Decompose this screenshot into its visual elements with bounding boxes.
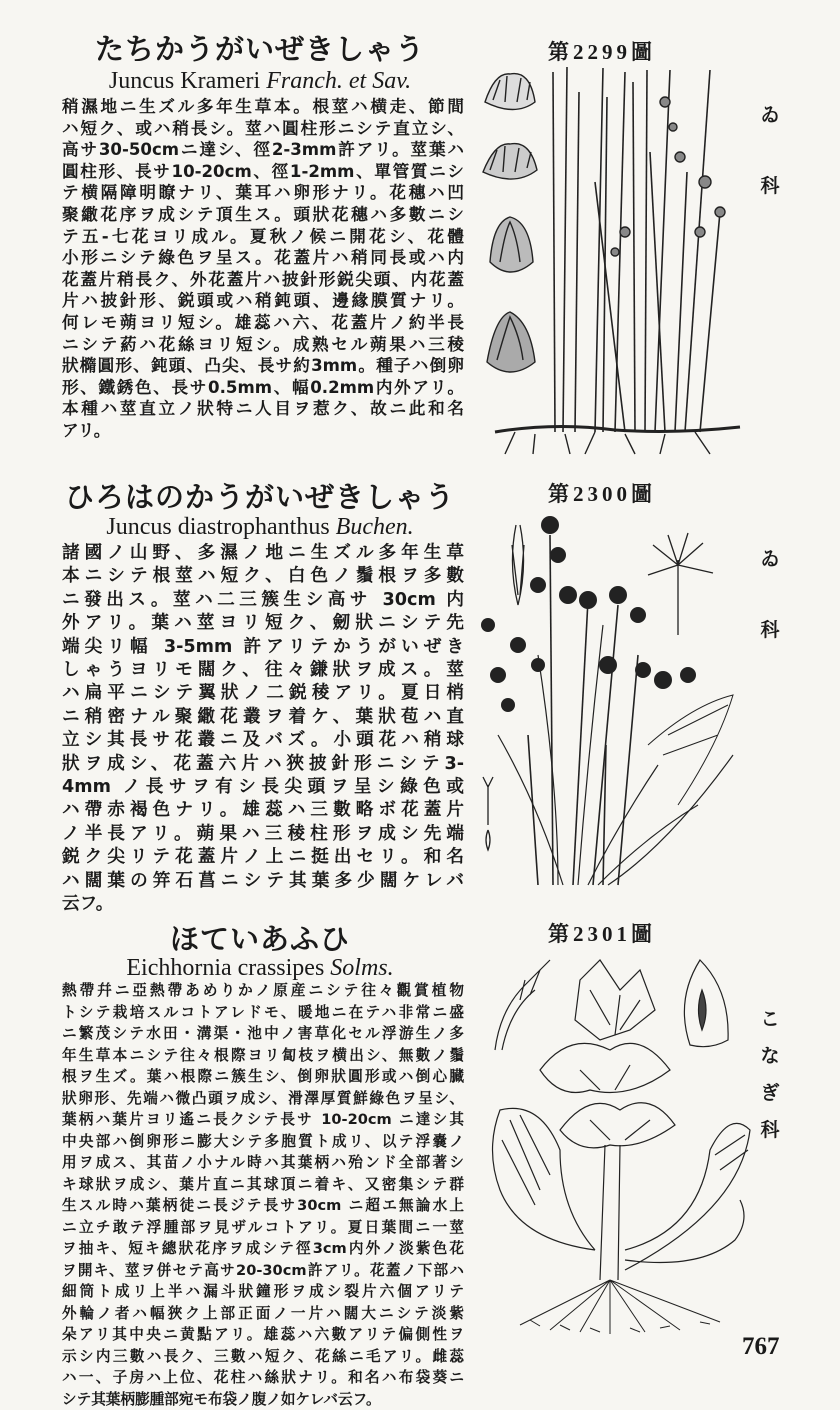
description-line: 外輪ノ者ハ幅狹ク上部正面ノ一片ハ闊大ニシテ淡紫 (62, 1303, 464, 1325)
description-line: 花蓋片稍長ク、外花蓋片ハ披針形鋭尖頭、内花蓋 (62, 269, 464, 291)
description (62, 96, 464, 442)
description-line: トシテ栽培スルコトアレドモ、暖地ニ在テハ非常ニ盛 (62, 1002, 464, 1024)
description-line: 本種ハ莖直立ノ狀特ニ人目ヲ惹ク、故ニ此和名 (62, 398, 464, 420)
latin-author: Franch. et Sav. (266, 68, 411, 94)
latin-binomial: Eichhornia crassipes (126, 955, 324, 981)
description-line: 何レモ蒴ヨリ短シ。雄蕊ハ六、花蓋片ノ約半長 (62, 312, 464, 334)
description-line: 諸國ノ山野、多濕ノ地ニ生ズル多年生草 (62, 542, 464, 565)
description-line: 用ヲ成ス、其苗ノ小ナル時ハ其葉柄ハ殆ンド全部著シ (62, 1152, 464, 1174)
japanese-name: ひろはのかうがいぜきしゃう (0, 480, 520, 514)
description-line: 4mm ノ長サヲ有シ長尖頭ヲ呈シ綠色或 (62, 776, 464, 799)
japanese-name: たちかうがいぜきしゃう (0, 32, 520, 66)
latin-binomial: Juncus Krameri (109, 68, 260, 94)
figure-label: 第2300圖 (548, 478, 656, 508)
latin-name (0, 514, 520, 540)
description-line: 云フ。 (62, 893, 464, 916)
description-line: 根ヲ生ズ。葉ハ根際ニ簇生シ、倒卵狀圓形或ハ倒心臓 (62, 1066, 464, 1088)
latin-binomial: Juncus diastrophanthus (106, 514, 329, 540)
latin-name (0, 68, 520, 94)
family-label: こ な ぎ 科 (752, 1004, 788, 1142)
family-label: ゐ 科 (752, 100, 788, 198)
description-line: 小形ニシテ綠色ヲ呈ス。花蓋片ハ稍同長或ハ内 (62, 247, 464, 269)
description-line: ノ半長アリ。蒴果ハ三稜柱形ヲ成シ先端 (62, 823, 464, 846)
description (62, 980, 464, 1410)
flower-detail-icon (483, 74, 537, 372)
description-line: ハ一、子房ハ上位、花柱ハ絲狀ナリ。和名ハ布袋葵ニ (62, 1367, 464, 1389)
illustration-juncus-krameri (475, 62, 750, 457)
description-line: シテ其葉柄膨腫部宛モ布袋ノ腹ノ如ケレバ云フ。 (62, 1389, 464, 1410)
description-line: 生スル時ハ葉柄徒ニ長ジテ長サ30cm ニ超エ無論水上 (62, 1195, 464, 1217)
description-line: キ球狀ヲ成シ、葉片直ニ其球頂ニ着キ、又密集シテ群 (62, 1174, 464, 1196)
description-line: テ横隔障明瞭ナリ、葉耳ハ卵形ナリ。花穗ハ凹 (62, 182, 464, 204)
description-line: 年生草本ニシテ往々根際ヨリ匐枝ヲ横出シ、無數ノ鬚 (62, 1045, 464, 1067)
page-number: 767 (742, 1333, 780, 1361)
description-line: ニ發出ス。莖ハ二三簇生シ高サ 30cm 内 (62, 589, 464, 612)
illustration-eichhornia-crassipes (480, 950, 755, 1335)
description-line: ハ闊葉の笄石菖ニシテ其葉多少闊ケレバ (62, 870, 464, 893)
family-label: ゐ 科 (752, 544, 788, 642)
description-line: 端尖リ幅 3-5mm 許アリテかうがいぜき (62, 636, 464, 659)
description-line: 圓柱形、長サ10-20cm、徑1-2mm、單管質ニシ (62, 161, 464, 183)
description-line: 狀橢圓形、鈍頭、凸尖、長サ約3mm。種子ハ倒卵 (62, 355, 464, 377)
description-line: 片ハ披針形、鋭頭或ハ稍鈍頭、邊緣膜質ナリ。 (62, 290, 464, 312)
description-line: ニシテ葯ハ花絲ヨリ短シ。成熟セル蒴果ハ三稜 (62, 334, 464, 356)
description-line: ニ稍密ナル聚繖花叢ヲ着ケ、葉狀苞ハ直 (62, 706, 464, 729)
description-line: ヲ開キ、莖ヲ併セテ高サ20-30cm許アリ。花蓋ノ下部ハ (62, 1260, 464, 1282)
description-line: ハ帶赤褐色ナリ。雄蕊ハ三數略ボ花蓋片 (62, 799, 464, 822)
description-line: ヲ抽キ、短キ總狀花序ヲ成シテ徑3cm内外ノ淡紫色花 (62, 1238, 464, 1260)
description-line: 稍濕地ニ生ズル多年生草本。根莖ハ横走、節間 (62, 96, 464, 118)
description-line: ニ繁茂シテ水田・溝渠・池中ノ害草化セル浮游生ノ多 (62, 1023, 464, 1045)
latin-name (0, 955, 520, 981)
illustration-juncus-diastrophanthus (478, 505, 748, 890)
description-line: 細筒ト成リ上半ハ漏斗狀鐘形ヲ成シ裂片六個アリテ (62, 1281, 464, 1303)
description-line: ハ短ク、或ハ稍長シ。莖ハ圓柱形ニシテ直立シ、 (62, 118, 464, 140)
description-line: 外アリ。葉ハ莖ヨリ短ク、劒狀ニシテ先 (62, 612, 464, 635)
description-line: 立シ其長サ花叢ニ及バズ。小頭花ハ稍球 (62, 729, 464, 752)
description-line: 熱帶幷ニ亞熱帶あめりかノ原産ニシテ往々觀賞植物 (62, 980, 464, 1002)
description-line: テ五-七花ヨリ成ル。夏秋ノ候ニ開花シ、花體 (62, 226, 464, 248)
description (62, 542, 464, 917)
japanese-name: ほていあふひ (0, 922, 520, 956)
description-line: 鋭ク尖リテ花蓋片ノ上ニ挺出セリ。和名 (62, 846, 464, 869)
description-line: 高サ30-50cmニ達シ、徑2-3mm許アリ。莖葉ハ (62, 139, 464, 161)
description-line: 中央部ハ倒卵形ニ膨大シテ多胞質ト成リ、以テ浮嚢ノ (62, 1131, 464, 1153)
description-line: ニ立チ敢テ浮腫部ヲ見ザルコトアリ。夏日葉間ニ一莖 (62, 1217, 464, 1239)
description-line: 形、鐵銹色、長サ0.5mm、幅0.2mm内外アリ。 (62, 377, 464, 399)
description-line: ハ扁平ニシテ翼狀ノ二鋭稜アリ。夏日梢 (62, 682, 464, 705)
figure-label: 第2301圖 (548, 918, 656, 948)
description-line: 朵アリ其中央ニ黄點アリ。雄蕊ハ六數アリテ偏側性ヲ (62, 1324, 464, 1346)
figure-label: 第2299圖 (548, 36, 656, 66)
description-line: 葉柄ハ葉片ヨリ遙ニ長クシテ長サ 10-20cm ニ達シ其 (62, 1109, 464, 1131)
description-line: 本ニシテ根莖ハ短ク、白色ノ鬚根ヲ多數 (62, 565, 464, 588)
description-line: 示シ内三數ハ長ク、三數ハ短ク、花絲ニ毛アリ。雌蕊 (62, 1346, 464, 1368)
description-line: アリ。 (62, 420, 464, 442)
description-line: 聚繖花序ヲ成シテ頂生ス。頭狀花穗ハ多數ニシ (62, 204, 464, 226)
latin-author: Buchen. (336, 514, 414, 540)
latin-author: Solms. (330, 955, 393, 981)
description-line: 狀ヲ成シ、花蓋六片ハ狹披針形ニシテ3- (62, 753, 464, 776)
description-line: しゃうヨリモ闊ク、往々鎌狀ヲ成ス。莖 (62, 659, 464, 682)
description-line: 狀卵形、先端ハ微凸頭ヲ成シ、滑澤厚質鮮綠色ヲ呈シ、 (62, 1088, 464, 1110)
